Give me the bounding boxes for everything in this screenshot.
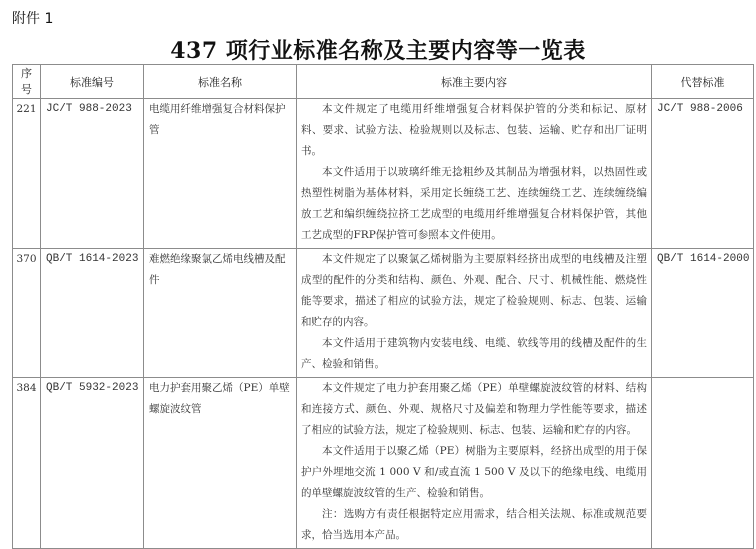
row-name: 电缆用纤维增强复合材料保护管 (144, 99, 297, 249)
content-paragraph: 本文件适用于以玻璃纤维无捻粗纱及其制品为增强材料，以热固性或热塑性树脂为基体材料，采用定长缠绕工艺、连续缠绕工艺、连续缠绕编放工艺和编织缠绕拉挤工艺成型的电缆用纤维增强复合材料保护管，其他工艺成型的FRP保护管可参照本文件使用。 (301, 166, 647, 241)
row-seq: 221 (13, 99, 41, 249)
content-paragraph: 本文件规定了电力护套用聚乙烯（PE）单壁螺旋波纹管的材料、结构和连接方式、颜色、外观、规格尺寸及偏差和物理力学性能等要求，描述了相应的试验方法，规定了检验规则、标志、包装、运输和贮存的内容。 (301, 382, 647, 436)
table-row (13, 249, 754, 378)
table-header-row (13, 65, 754, 99)
row-name: 难燃绝缘聚氯乙烯电线槽及配件 (144, 249, 297, 378)
header-seq (13, 65, 41, 99)
row-replaces (652, 378, 754, 549)
table-row (13, 378, 754, 549)
row-code: JC/T 988-2023 (41, 99, 144, 249)
row-seq: 370 (13, 249, 41, 378)
row-content (297, 249, 652, 378)
header-replaces: 代替标准 (652, 65, 754, 99)
row-content (297, 378, 652, 549)
row-code: QB/T 1614-2023 (41, 249, 144, 378)
content-paragraph: 本文件规定了以聚氯乙烯树脂为主要原料经挤出成型的电线槽及注塑成型的配件的分类和结构、颜色、外观、配合、尺寸、机械性能、燃烧性能等要求，描述了相应的试验方法，规定了检验规则、标志、包装、运输和贮存的内容。 (301, 253, 647, 328)
row-replaces: QB/T 1614-2000 (652, 249, 754, 378)
header-name: 标准名称 (144, 65, 297, 99)
row-seq: 384 (13, 378, 41, 549)
attachment-label: 附件 1 (12, 11, 54, 27)
header-seq-line2: 号 (21, 82, 32, 96)
standards-table (12, 64, 754, 549)
content-paragraph: 本文件规定了电缆用纤维增强复合材料保护管的分类和标记、原材料、要求、试验方法、检验规则以及标志、包装、运输、贮存和出厂证明书。 (301, 103, 647, 157)
header-content: 标准主要内容 (297, 65, 652, 99)
content-note: 注：选购方有责任根据特定应用需求，结合相关法规、标准或规范要求，恰当选用本产品。 (301, 508, 647, 541)
row-content (297, 99, 652, 249)
header-seq-line1: 序 (21, 66, 32, 80)
row-replaces: JC/T 988-2006 (652, 99, 754, 249)
document-title: 437 项行业标准名称及主要内容等一览表 (170, 38, 586, 64)
content-paragraph: 本文件适用于建筑物内安装电线、电缆、软线等用的线槽及配件的生产、检验和销售。 (301, 337, 647, 370)
header-code: 标准编号 (41, 65, 144, 99)
row-name: 电力护套用聚乙烯（PE）单壁螺旋波纹管 (144, 378, 297, 549)
table-row (13, 99, 754, 249)
row-code: QB/T 5932-2023 (41, 378, 144, 549)
content-paragraph: 本文件适用于以聚乙烯（PE）树脂为主要原料，经挤出成型的用于保护户外埋地交流 1 000 V 和/或直流 1 500 V 及以下的绝缘电线、电缆用的单壁螺旋波纹管的生产、检验和销售。 (301, 445, 647, 499)
